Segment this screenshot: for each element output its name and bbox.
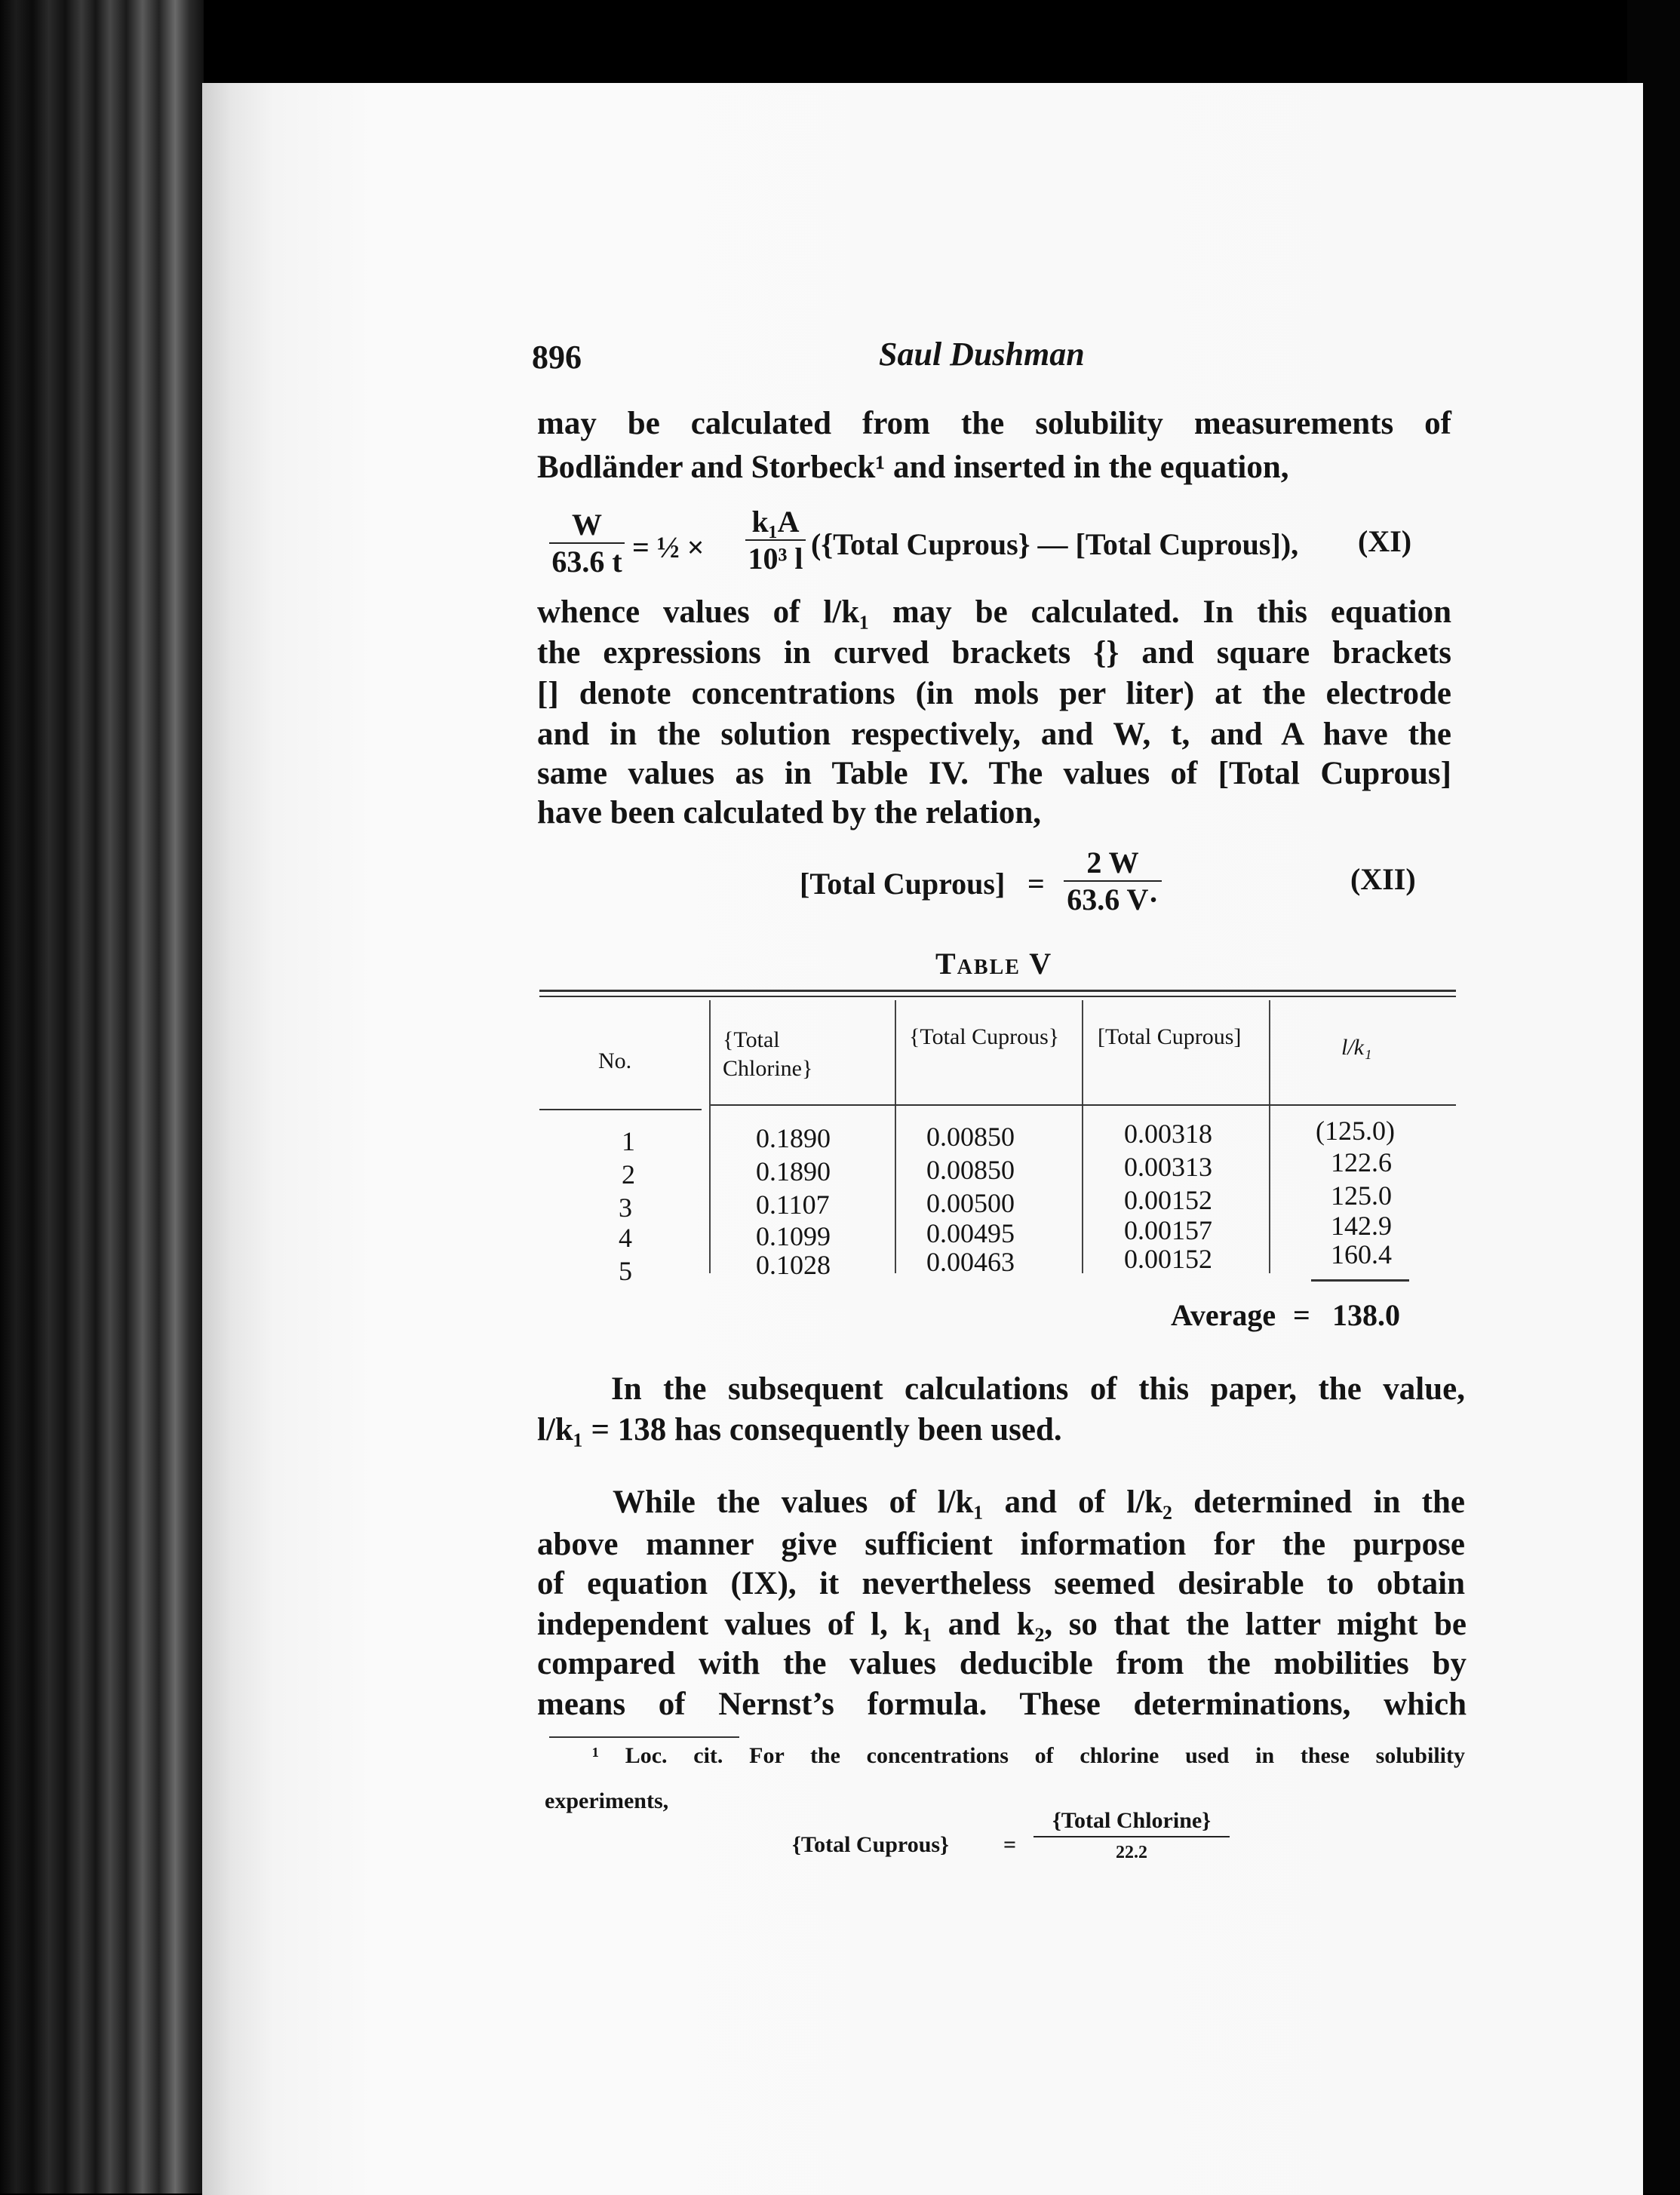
average-value: 138.0: [1332, 1298, 1400, 1332]
average-equals: =: [1293, 1298, 1310, 1332]
text-line: Bodländer and Storbeck¹ and inserted in the equation,: [537, 450, 1289, 485]
eq11-fraction: [745, 504, 806, 576]
table-cell: 0.00500: [926, 1188, 1015, 1218]
text-line: In the subsequent calculations of this paper, the value,: [611, 1371, 1465, 1407]
eq12-fraction: [1064, 845, 1162, 917]
footnote-line: ¹ Loc. cit. For the concentrations of chlorine used in these solubility: [592, 1743, 1465, 1768]
table-header-cell: [Total Cuprous]: [1098, 1024, 1242, 1049]
table-cell: 0.00850: [926, 1155, 1015, 1185]
footnote-eq-lhs: {Total Cuprous}: [792, 1832, 949, 1857]
table-cell: 122.6: [1331, 1147, 1392, 1177]
table-title: Table V: [935, 947, 1053, 981]
text-line: of equation (IX), it nevertheless seemed desirable to obtain: [537, 1566, 1465, 1601]
book-page: [202, 83, 1643, 2195]
table-cell: 2: [622, 1159, 635, 1190]
table-cell: 0.1028: [756, 1250, 831, 1280]
table-cell: (125.0): [1316, 1116, 1395, 1146]
table-cell: 0.00318: [1124, 1119, 1212, 1149]
footnote-fraction: [1033, 1806, 1230, 1868]
table-cell: 3: [619, 1193, 632, 1223]
page-number: 896: [532, 339, 582, 376]
table-cell: 1: [622, 1126, 635, 1156]
table-divider: [1269, 1000, 1270, 1273]
eq12-numerator: 2 W: [1064, 845, 1162, 882]
table-cell: 0.00850: [926, 1122, 1015, 1152]
table-cell: 160.4: [1331, 1239, 1392, 1269]
table-cell: 142.9: [1331, 1211, 1392, 1241]
table-cell: 4: [619, 1223, 632, 1253]
table-cell: 125.0: [1331, 1180, 1392, 1211]
table-cell: 0.00495: [926, 1218, 1015, 1248]
table-top-rule: [539, 990, 1456, 992]
eq12-equals: =: [1027, 867, 1045, 901]
footnote-denominator: 22.2: [1116, 1843, 1147, 1862]
eq12-lhs: [Total Cuprous]: [800, 867, 1006, 901]
table-cell: 0.1107: [756, 1190, 830, 1220]
text-line: have been calculated by the relation,: [537, 795, 1042, 830]
text-line: same values as in Table IV. The values of [Total Cuprous]: [537, 756, 1451, 791]
text-line: the expressions in curved brackets {} and square brackets: [537, 635, 1451, 671]
text-line: compared with the values deducible from the mobilities by: [537, 1646, 1467, 1681]
eq11-denominator: 10³ l: [748, 542, 803, 576]
footnote-line: experiments,: [545, 1788, 669, 1813]
table-cell: 0.00157: [1124, 1215, 1212, 1245]
text-line: means of Nernst’s formula. These determinations, which: [537, 1687, 1467, 1722]
text-line: above manner give sufficient information for the purpose: [537, 1527, 1465, 1562]
eq11-lhs-numerator: W: [549, 507, 625, 544]
text-line: [] denote concentrations (in mols per liter) at the electrode: [537, 676, 1451, 711]
eq11-lhs-fraction: [549, 507, 625, 579]
table-divider: [1082, 1000, 1083, 1273]
footnote-rule: [549, 1736, 739, 1738]
table-header-rule: [539, 1109, 702, 1110]
eq12-denominator: 63.6 V·: [1067, 883, 1159, 916]
footnote-numerator: {Total Chlorine}: [1033, 1806, 1230, 1837]
table-cell: 5: [619, 1256, 632, 1286]
table-header-cell: l/k₁: [1341, 1035, 1372, 1060]
table-header-cell: No.: [598, 1048, 632, 1073]
table-cell: 0.1099: [756, 1221, 831, 1251]
table-cell: 0.00152: [1124, 1185, 1212, 1215]
table-header-rule: [711, 1104, 1456, 1106]
table-top-rule: [539, 996, 1456, 997]
text-line: While the values of l/k₁ and of l/k₂ determined in the: [613, 1484, 1465, 1520]
running-head-author: Saul Dushman: [879, 336, 1085, 373]
average-label: Average: [1171, 1298, 1276, 1332]
eq11-rhs: ({Total Cuprous} — [Total Cuprous]),: [811, 527, 1299, 561]
table-cell: 0.1890: [756, 1123, 831, 1153]
text-line: may be calculated from the solubility measurements of: [537, 406, 1451, 441]
eq11-lhs-denominator: 63.6 t: [551, 545, 622, 579]
text-line: l/k₁ = 138 has consequently been used.: [537, 1412, 1062, 1447]
table-cell: 0.00313: [1124, 1152, 1212, 1182]
text-line: independent values of l, k₁ and k₂, so that the latter might be: [537, 1607, 1467, 1642]
footnote-eq-equals: =: [1003, 1832, 1017, 1857]
book-binding: [0, 0, 204, 2193]
text-line: and in the solution respectively, and W, t, and A have the: [537, 717, 1451, 752]
table-cell: 0.00463: [926, 1247, 1015, 1277]
eq12-label: (XII): [1350, 862, 1416, 896]
table-cell: 0.1890: [756, 1156, 831, 1187]
eq11-middle: = ½ ×: [632, 530, 705, 564]
table-divider: [709, 1000, 711, 1273]
table-header-cell: {Total Chlorine}: [723, 1027, 813, 1081]
eq11-numerator: k₁A: [745, 504, 806, 541]
table-cell: 0.00152: [1124, 1244, 1212, 1274]
table-header-cell: {Total Cuprous}: [909, 1024, 1060, 1049]
table-divider: [895, 1000, 896, 1273]
text-line: whence values of l/k₁ may be calculated. In this equation: [537, 594, 1451, 630]
eq11-label: (XI): [1358, 524, 1412, 558]
average-rule: [1311, 1279, 1409, 1282]
